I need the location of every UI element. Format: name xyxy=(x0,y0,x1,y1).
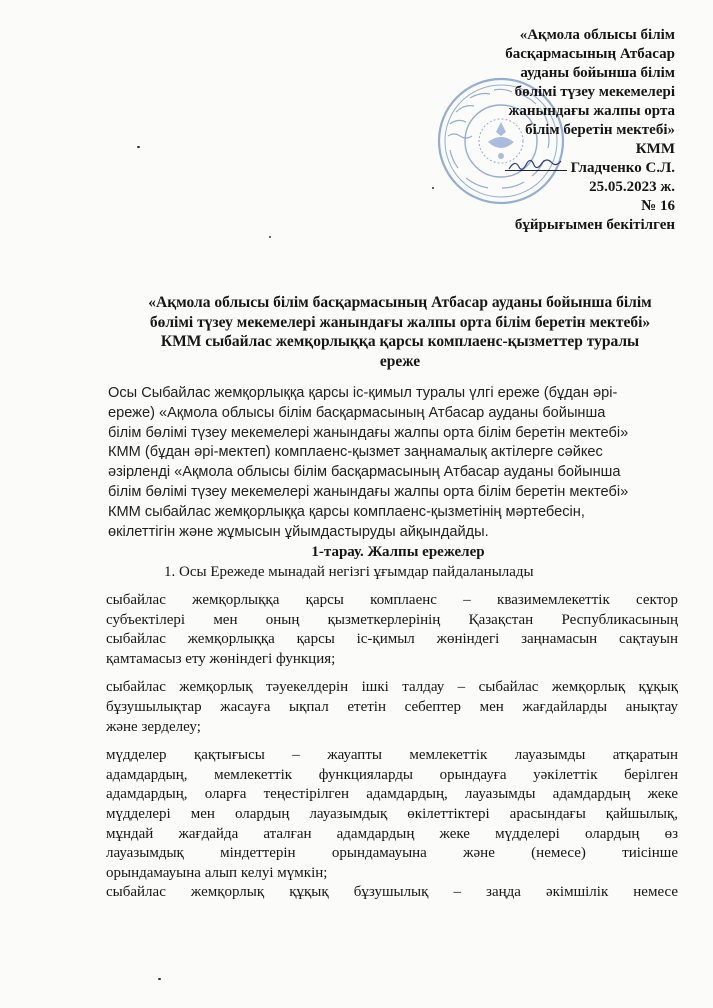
handwritten-signature xyxy=(505,159,565,173)
ink-speck xyxy=(432,187,434,189)
definitions xyxy=(106,591,678,903)
document-title xyxy=(110,293,690,371)
definition-line: адамдардың, оларға теңестірілген адамдардың, лауазымды адамдардың жеке xyxy=(106,786,678,803)
definition-line: сыбайлас жемқорлық тәуекелдерін ішкі талдау – сыбайлас жемқорлық құқық xyxy=(106,679,678,696)
definition-anticorruption-compliance xyxy=(106,591,678,669)
approval-line: жанындағы жалпы орта xyxy=(508,103,675,119)
title-line: КММ сыбайлас жемқорлыққа қарсы комплаенс-қызметтер туралы xyxy=(160,333,640,350)
definition-line: бұзушылықтар жасауға ықпал ететін себептер мен жағдайларды анықтау xyxy=(106,698,678,715)
definition-line: мүдделер қақтығысы – жауапты мемлекеттік лауазымды атқаратын xyxy=(106,747,678,764)
approval-line: ауданы бойынша білім xyxy=(520,65,675,81)
definition-line: қамтамасыз ету жөніндегі функция; xyxy=(106,650,336,667)
intro-line: КММ (бұдан әрі-мектеп) комплаенс-қызмет заңнамалық актілерге сәйкес xyxy=(108,444,603,461)
approval-line: білім беретін мектебі» xyxy=(525,122,675,138)
definition-risk-analysis xyxy=(106,678,678,737)
intro-line: өкілеттігін және жұмысын ұйымдастыруды айқындайды. xyxy=(108,523,489,540)
intro-paragraph xyxy=(108,384,688,542)
intro-line: білім бөлімі түзеу мекемелері жанындағы жалпы орта білім беретін мектебі» xyxy=(108,483,629,500)
intro-line: әзірленді «Ақмола облысы білім басқармасының Атбасар ауданы бойынша xyxy=(108,464,621,481)
ink-speck xyxy=(137,146,140,148)
signer-name: Гладченко С.Л. xyxy=(570,160,675,176)
definition-line: субъектілері мен оның қызметкерлерінің Қазақстан Республикасының xyxy=(106,611,678,628)
approval-date: 25.05.2023 ж. xyxy=(589,179,675,195)
approval-line: КММ xyxy=(635,141,675,157)
signature-line xyxy=(505,159,567,171)
signature-row xyxy=(460,159,675,178)
approved-by-order: бұйрығымен бекітілген xyxy=(514,217,675,233)
definition-line: мүдделері мен олардың лауазымдық өкілеттіктері арасындағы қайшылық, xyxy=(106,805,678,822)
definition-line: мұндай жағдайда аталған адамдардың жеке мүдделері олардың өз xyxy=(106,825,678,842)
title-line: бөлімі түзеу мекемелері жанындағы жалпы орта білім беретін мектебі» xyxy=(149,313,651,331)
title-line: «Ақмола облысы білім басқармасының Атбасар ауданы бойынша білім xyxy=(148,294,652,311)
ink-speck xyxy=(269,236,271,238)
approval-line: «Ақмола облысы білім xyxy=(519,27,675,43)
intro-line: КММ сыбайлас жемқорлыққа қарсы комплаенс-қызметінің мәртебесін, xyxy=(108,503,585,520)
definition-line: сыбайлас жемқорлыққа қарсы комплаенс – квазимемлекеттік сектор xyxy=(106,592,678,608)
approval-block xyxy=(460,26,675,235)
definition-line: және зерделеу; xyxy=(106,718,201,735)
definition-corruption-offense xyxy=(106,883,678,903)
definition-line: сыбайлас жемқорлық құқық бұзушылық – заңда әкімшілік немесе xyxy=(106,884,678,901)
definition-conflict-of-interest xyxy=(106,746,678,883)
intro-line: ереже) «Ақмола облысы білім басқармасының Атбасар ауданы бойынша xyxy=(108,404,606,421)
order-number: № 16 xyxy=(641,198,675,214)
intro-line: білім бөлімі түзеу мекемелері жанындағы жалпы орта білім беретін мектебі» xyxy=(108,424,629,441)
clause-1: 1. Осы Ережеде мынадай негізгі ұғымдар пайдаланылады xyxy=(164,564,534,580)
definition-line: адамдардың, мемлекеттік функцияларды орындауға уәкілеттік берілген xyxy=(106,766,678,783)
title-line: ереже xyxy=(379,352,421,370)
definition-line: сыбайлас жемқорлыққа қарсы іс-қимыл жөніндегі заңнамасын сақтауын xyxy=(106,631,678,648)
definition-line: лауазымдық міндеттерін орындамауына және (немесе) тиісінше xyxy=(106,845,678,862)
section-heading: 1-тарау. Жалпы ережелер xyxy=(311,544,485,560)
intro-line: Осы Сыбайлас жемқорлыққа қарсы іс-қимыл туралы үлгі ереже (бұдан әрі- xyxy=(108,385,618,401)
approval-line: бөлімі түзеу мекемелері xyxy=(514,84,675,100)
ink-speck xyxy=(158,978,161,980)
definition-line: орындамауына алып келуі мүмкін; xyxy=(106,864,328,881)
approval-line: басқармасының Атбасар xyxy=(505,46,675,62)
